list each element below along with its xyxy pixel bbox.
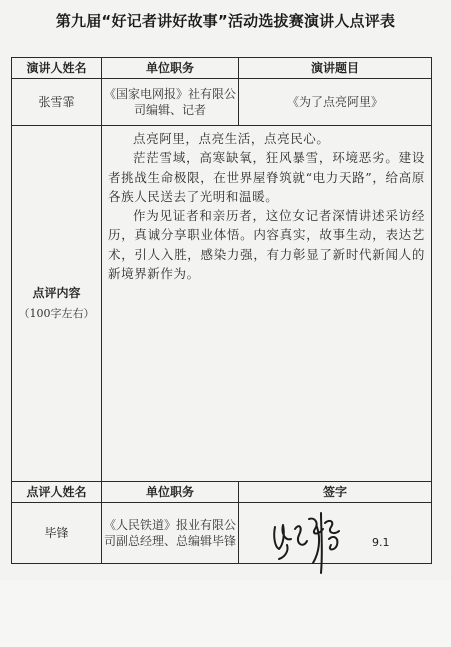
comment-label: 点评内容 [32,285,81,300]
reviewer-header-row [12,482,432,503]
comment-row [12,126,432,482]
speaker-name: 张雪霏 [12,79,102,126]
signature-header: 签字 [239,482,432,503]
evaluation-table [11,57,432,564]
reviewer-unit-header: 单位职务 [102,482,239,503]
comment-content [102,126,432,482]
speaker-header-row [12,58,432,79]
comment-paragraph: 作为见证者和亲历者，这位女记者深情讲述采访经历，真诚分享职业体悟。内容真实，故事生动，表达艺术，引人入胜，感染力强，有力彰显了新时代新闻人的新境界新作为。 [108,208,425,282]
reviewer-row [12,503,432,564]
reviewer-name: 毕锋 [12,503,102,564]
page-title: 第九届“好记者讲好故事”活动选拔赛演讲人点评表 [55,12,396,30]
speaker-row [12,79,432,126]
comment-label-cell [12,126,102,482]
comment-sublabel: （100字左右） [18,307,95,321]
handwritten-signature [269,505,369,575]
reviewer-name-header: 点评人姓名 [12,482,102,503]
speaker-unit-position: 《国家电网报》社有限公司编辑、记者 [102,79,239,126]
speech-topic-header: 演讲题目 [239,58,432,79]
speaker-name-header: 演讲人姓名 [12,58,102,79]
signature-cell [239,503,432,564]
speaker-unit-header: 单位职务 [102,58,239,79]
page-bottom-margin [0,580,451,647]
reviewer-unit-position: 《人民铁道》报业有限公司副总经理、总编辑毕锋 [102,503,239,564]
comment-paragraph: 茫茫雪域，高寒缺氧，狂风暴雪，环境恶劣。建设者挑战生命极限，在世界屋脊筑就“电力天路”，给高原各族人民送去了光明和温暖。 [108,150,425,204]
comment-paragraph: 点亮阿里，点亮生活，点亮民心。 [133,131,330,146]
speech-topic: 《为了点亮阿里》 [239,79,432,126]
signature-date: 9.1 [372,536,390,549]
